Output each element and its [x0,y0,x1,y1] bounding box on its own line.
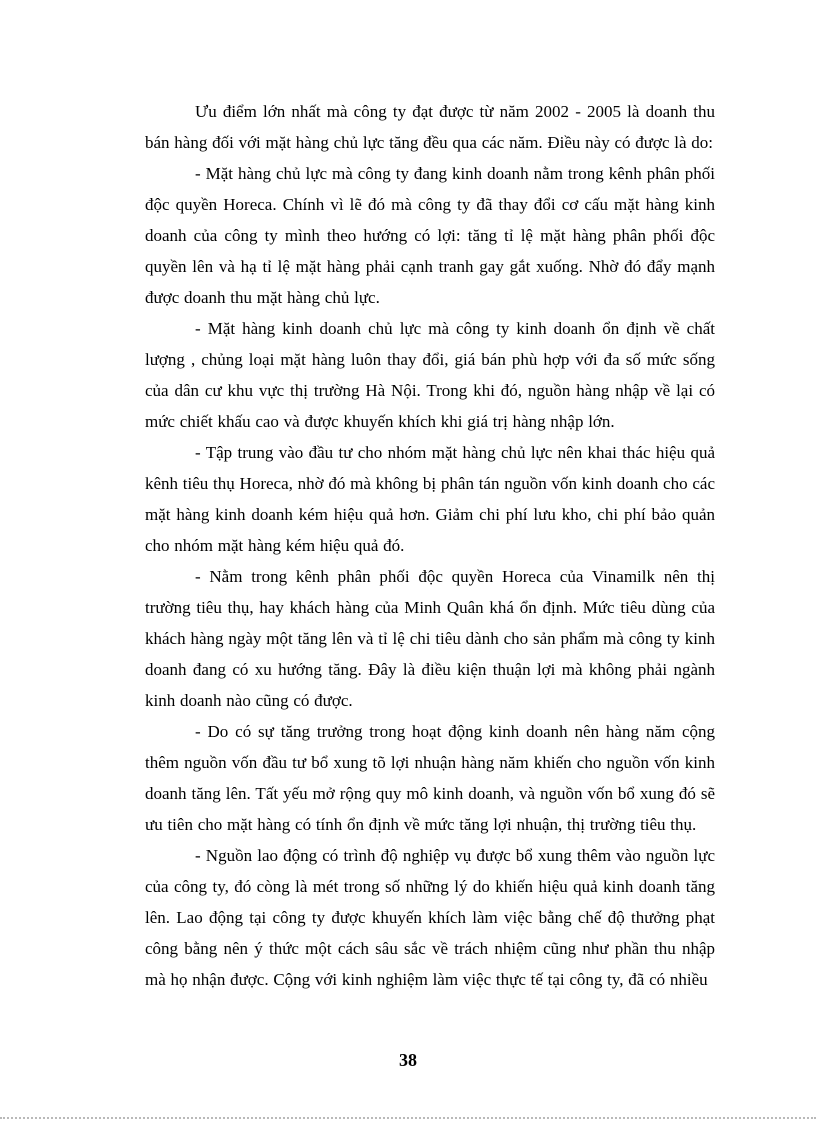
paragraph: Ưu điểm lớn nhất mà công ty đạt được từ năm 2002 - 2005 là doanh thu bán hàng đối với mặt hàng chủ lực tăng đều qua các năm. Điều này có được là do: [145,102,715,152]
paragraph: - Nguồn lao động có trình độ nghiệp vụ được bổ xung thêm vào nguồn lực của công ty, đó còng là mét trong số những lý do khiến hiệu quả kinh doanh tăng lên. Lao động tại công ty được khuyến khích làm việc bằng chế độ thưởng phạt công bằng nên ý thức một cách sâu sắc về trách nhiệm cũng như phần thu nhập mà họ nhận được. Cộng với kinh nghiệm làm việc thực tế tại công ty, đã có nhiều [145,846,715,989]
body-text [145,96,715,995]
page-bottom-border [0,1117,816,1119]
paragraph: - Mặt hàng kinh doanh chủ lực mà công ty kinh doanh ổn định về chất lượng , chủng loại mặt hàng luôn thay đổi, giá bán phù hợp với đa số mức sống của dân cư khu vực thị trường Hà Nội. Trong khi đó, nguồn hàng nhập về lại có mức chiết khấu cao và được khuyến khích khi giá trị hàng nhập lớn. [145,319,715,431]
paragraph: - Tập trung vào đầu tư cho nhóm mặt hàng chủ lực nên khai thác hiệu quả kênh tiêu thụ Horeca, nhờ đó mà không bị phân tán nguồn vốn kinh doanh cho các mặt hàng kinh doanh kém hiệu quả hơn. Giảm chi phí lưu kho, chi phí bảo quản cho nhóm mặt hàng kém hiệu quả đó. [145,443,715,555]
paragraph: - Mặt hàng chủ lực mà công ty đang kinh doanh nằm trong kênh phân phối độc quyền Horeca. Chính vì lẽ đó mà công ty đã thay đổi cơ cấu mặt hàng kinh doanh của công ty mình theo hướng có lợi: tăng tỉ lệ mặt hàng phân phối độc quyền lên và hạ tỉ lệ mặt hàng phải cạnh tranh gay gắt xuống. Nhờ đó đẩy mạnh được doanh thu mặt hàng chủ lực. [145,164,715,307]
paragraph: - Do có sự tăng trưởng trong hoạt động kinh doanh nên hàng năm cộng thêm nguồn vốn đầu tư bổ xung tõ lợi nhuận hàng năm khiến cho nguồn vốn kinh doanh tăng lên. Tất yếu mở rộng quy mô kinh doanh, và nguồn vốn bổ xung đó sẽ ưu tiên cho mặt hàng có tính ổn định về mức tăng lợi nhuận, thị trường tiêu thụ. [145,722,715,834]
paragraph: - Nằm trong kênh phân phối độc quyền Horeca của Vinamilk nên thị trường tiêu thụ, hay khách hàng của Minh Quân khá ổn định. Mức tiêu dùng của khách hàng ngày một tăng lên và tỉ lệ chi tiêu dành cho sản phẩm mà công ty kinh doanh đang có xu hướng tăng. Đây là điều kiện thuận lợi mà không phải ngành kinh doanh nào cũng có được. [145,567,715,710]
page-number: 38 [399,1050,417,1070]
